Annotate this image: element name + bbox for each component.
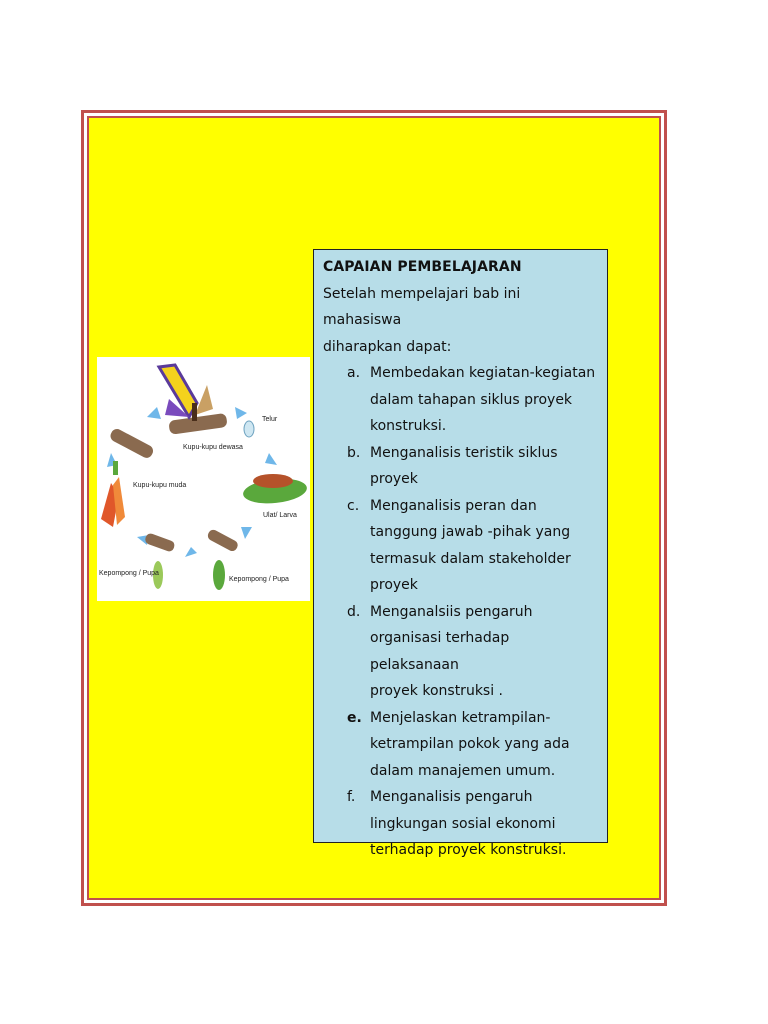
arrow-icon <box>185 547 197 557</box>
item-line: Menganalisis peran dan <box>370 497 537 514</box>
branch-icon <box>144 532 176 553</box>
list-item <box>323 599 598 705</box>
egg-icon <box>244 421 254 437</box>
list-item <box>323 705 598 785</box>
item-line: organisasi terhadap pelaksanaan <box>370 630 510 673</box>
item-line: Menganalisis pengaruh <box>370 789 533 805</box>
item-line: dalam tahapan siklus proyek <box>370 391 573 408</box>
list-item <box>323 440 598 493</box>
list-marker: b. <box>347 444 361 461</box>
item-line: Menganalsiis pengaruh <box>370 603 533 620</box>
item-line: proyek konstruksi . <box>370 683 504 699</box>
item-line: tanggung jawab -pihak yang <box>370 524 571 540</box>
list-marker: a. <box>347 365 361 381</box>
branch-icon <box>168 413 227 435</box>
list-marker: d. <box>347 603 361 620</box>
list-marker: f. <box>347 789 356 805</box>
stage-label: Ulat/ Larva <box>263 512 297 519</box>
item-line: proyek <box>370 471 418 487</box>
adult-butterfly-icon <box>159 365 213 421</box>
branch-icon <box>206 528 239 553</box>
young-butterfly-icon <box>101 461 125 527</box>
item-line: Menganalisis teristik siklus <box>370 444 558 461</box>
butterfly-lifecycle-illustration <box>97 357 310 601</box>
item-line: Menjelaskan ketrampilan- <box>370 709 551 726</box>
list-marker: e. <box>347 709 362 726</box>
list-item <box>323 360 598 440</box>
arrow-icon <box>235 407 247 419</box>
branch-icon <box>108 427 155 460</box>
stage-label: Kupu-kupu muda <box>133 482 187 489</box>
stage-label: Kupu-kupu dewasa <box>183 444 243 451</box>
item-line: termasuk dalam stakeholder <box>370 550 571 567</box>
item-line: proyek <box>370 577 418 593</box>
stage-label: Telur <box>262 416 278 423</box>
item-line: ketrampilan pokok yang ada <box>370 736 570 752</box>
learning-outcomes-box <box>313 249 608 858</box>
outcomes-list <box>323 360 598 864</box>
item-line: terhadap proyek konstruksi. <box>370 842 567 858</box>
larva-on-leaf-icon <box>242 474 308 506</box>
pupa-icon <box>213 560 225 590</box>
arrow-icon <box>265 453 277 465</box>
stage-label: Kepompong / Pupa <box>229 576 289 583</box>
box-title: CAPAIAN PEMBELAJARAN <box>323 259 522 275</box>
intro-text-line: Setelah mempelajari bab ini mahasiswa <box>323 285 521 328</box>
lifecycle-diagram <box>97 357 310 601</box>
intro-text-line: diharapkan dapat: <box>323 338 452 355</box>
list-item <box>323 493 598 599</box>
item-line: dalam manajemen umum. <box>370 762 556 779</box>
stage-label: Kepompong / Pupa <box>99 570 159 577</box>
item-line: lingkungan sosial ekonomi <box>370 815 556 832</box>
list-marker: c. <box>347 497 360 514</box>
list-item <box>323 784 598 864</box>
arrow-icon <box>147 407 161 419</box>
item-line: konstruksi. <box>370 418 447 434</box>
item-line: Membedakan kegiatan-kegiatan <box>370 365 596 381</box>
arrow-icon <box>241 527 252 539</box>
